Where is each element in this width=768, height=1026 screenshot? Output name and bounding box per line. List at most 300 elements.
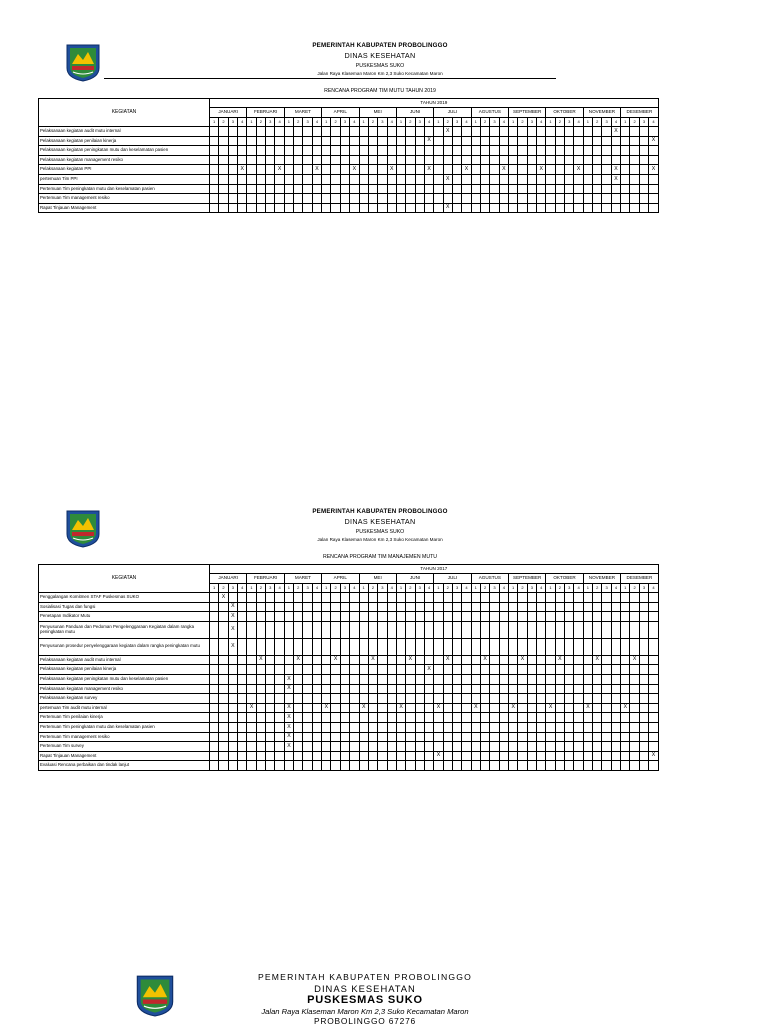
month-header: AGUSTUS <box>471 108 508 118</box>
schedule-cell <box>350 203 359 213</box>
schedule-cell <box>387 593 396 603</box>
schedule-cell <box>378 174 387 184</box>
schedule-cell <box>294 184 303 194</box>
kegiatan-header: KEGIATAN <box>39 99 210 127</box>
gov-name: PEMERINTAH KABUPATEN PROBOLINGGO <box>312 42 448 49</box>
schedule-mark: X <box>443 655 452 665</box>
schedule-cell <box>294 674 303 684</box>
schedule-cell <box>294 194 303 204</box>
schedule-cell <box>583 194 592 204</box>
schedule-cell <box>340 684 349 694</box>
schedule-cell <box>359 742 368 752</box>
schedule-cell <box>499 751 508 761</box>
schedule-cell <box>593 612 602 622</box>
schedule-cell <box>443 694 452 704</box>
schedule-cell <box>247 184 256 194</box>
week-number: 2 <box>630 584 639 593</box>
schedule-cell <box>490 665 499 675</box>
schedule-cell <box>415 694 424 704</box>
schedule-cell <box>434 655 443 665</box>
activity-label: Pelaksanaan kegiatan PPI <box>39 165 210 175</box>
schedule-cell <box>378 751 387 761</box>
schedule-cell <box>378 638 387 655</box>
schedule-cell <box>387 127 396 137</box>
schedule-cell <box>256 684 265 694</box>
activity-label: Pertemuan Tim peningkatan mutu dan keselamatan pasien <box>39 184 210 194</box>
schedule-cell <box>537 684 546 694</box>
schedule-cell <box>443 761 452 771</box>
schedule-cell <box>537 136 546 146</box>
schedule-cell <box>275 136 284 146</box>
schedule-cell <box>219 732 228 742</box>
schedule-cell <box>630 684 639 694</box>
schedule-cell <box>593 665 602 675</box>
schedule-cell <box>331 136 340 146</box>
schedule-cell <box>471 638 480 655</box>
table-row <box>39 194 659 204</box>
schedule-cell <box>275 742 284 752</box>
schedule-cell <box>228 203 237 213</box>
week-number: 3 <box>527 118 536 127</box>
schedule-cell <box>368 674 377 684</box>
week-number: 4 <box>611 118 620 127</box>
schedule-cell <box>312 713 321 723</box>
schedule-cell <box>583 684 592 694</box>
schedule-cell <box>219 602 228 612</box>
schedule-cell <box>266 155 275 165</box>
schedule-cell <box>555 621 564 638</box>
schedule-cell <box>294 174 303 184</box>
schedule-cell <box>350 612 359 622</box>
schedule-cell <box>452 174 461 184</box>
week-number: 4 <box>499 118 508 127</box>
schedule-cell <box>396 203 405 213</box>
schedule-cell <box>471 713 480 723</box>
schedule-cell <box>621 184 630 194</box>
schedule-cell <box>639 127 648 137</box>
schedule-cell <box>238 655 247 665</box>
schedule-cell <box>228 127 237 137</box>
table-row <box>39 703 659 713</box>
schedule-cell <box>630 722 639 732</box>
schedule-cell <box>266 674 275 684</box>
schedule-cell <box>238 136 247 146</box>
schedule-cell <box>518 136 527 146</box>
schedule-cell <box>294 665 303 675</box>
schedule-cell <box>434 621 443 638</box>
schedule-cell <box>303 655 312 665</box>
schedule-cell <box>266 612 275 622</box>
schedule-cell <box>275 194 284 204</box>
schedule-mark: X <box>331 655 340 665</box>
schedule-cell <box>611 732 620 742</box>
schedule-cell <box>396 655 405 665</box>
schedule-mark: X <box>238 165 247 175</box>
schedule-cell <box>275 203 284 213</box>
schedule-cell <box>593 602 602 612</box>
schedule-cell <box>284 638 293 655</box>
schedule-cell <box>621 174 630 184</box>
schedule-cell <box>331 621 340 638</box>
schedule-cell <box>396 742 405 752</box>
schedule-cell <box>480 703 489 713</box>
schedule-cell <box>219 174 228 184</box>
schedule-cell <box>415 674 424 684</box>
schedule-cell <box>518 665 527 675</box>
schedule-cell <box>574 146 583 156</box>
schedule-cell <box>462 136 471 146</box>
schedule-cell <box>210 722 219 732</box>
schedule-cell <box>537 174 546 184</box>
schedule-cell <box>368 165 377 175</box>
schedule-cell <box>499 146 508 156</box>
schedule-cell <box>639 194 648 204</box>
schedule-cell <box>639 655 648 665</box>
schedule-cell <box>574 184 583 194</box>
schedule-cell <box>434 761 443 771</box>
schedule-cell <box>452 722 461 732</box>
schedule-cell <box>340 136 349 146</box>
schedule-cell <box>593 136 602 146</box>
schedule-mark: X <box>284 722 293 732</box>
schedule-cell <box>639 703 648 713</box>
schedule-cell <box>555 674 564 684</box>
schedule-cell <box>303 713 312 723</box>
schedule-cell <box>490 722 499 732</box>
schedule-cell <box>238 146 247 156</box>
schedule-cell <box>247 638 256 655</box>
address: Jalan Raya Klaseman Maron Km 2,3 Suko Kecamatan Maron <box>317 537 443 542</box>
schedule-cell <box>424 612 433 622</box>
schedule-cell <box>649 127 659 137</box>
schedule-cell <box>621 602 630 612</box>
schedule-cell <box>284 146 293 156</box>
table-row <box>39 621 659 638</box>
schedule-cell <box>499 612 508 622</box>
schedule-cell <box>378 155 387 165</box>
schedule-cell <box>378 612 387 622</box>
schedule-cell <box>331 612 340 622</box>
schedule-cell <box>443 184 452 194</box>
schedule-cell <box>565 155 574 165</box>
week-number: 2 <box>294 118 303 127</box>
month-header: FEBRUARI <box>247 574 284 584</box>
schedule-cell <box>480 665 489 675</box>
schedule-cell <box>322 136 331 146</box>
activity-label: Penyusunan Panduan dan Pedoman Pengelenggaraan Kegiatan dalam rangka peningkatan mutu <box>39 621 210 638</box>
schedule-cell <box>340 165 349 175</box>
week-number: 1 <box>434 584 443 593</box>
month-header: MEI <box>359 574 396 584</box>
schedule-cell <box>228 165 237 175</box>
activity-label: Rapat Tinjauan Management <box>39 203 210 213</box>
schedule-cell <box>415 194 424 204</box>
schedule-cell <box>256 165 265 175</box>
schedule-cell <box>219 136 228 146</box>
schedule-cell <box>256 751 265 761</box>
schedule-cell <box>490 127 499 137</box>
schedule-cell <box>322 184 331 194</box>
schedule-cell <box>312 136 321 146</box>
activity-label: Penggalangan Komitmen STAF Puskesmas SUKO <box>39 593 210 603</box>
schedule-cell <box>593 127 602 137</box>
schedule-cell <box>639 621 648 638</box>
schedule-cell <box>462 638 471 655</box>
sheet-letterhead-partial <box>0 960 768 1024</box>
schedule-cell <box>284 621 293 638</box>
schedule-cell <box>630 602 639 612</box>
schedule-cell <box>378 194 387 204</box>
month-header: APRIL <box>322 108 359 118</box>
year-header-row <box>39 99 659 108</box>
schedule-cell <box>583 174 592 184</box>
schedule-cell <box>387 684 396 694</box>
schedule-cell <box>490 621 499 638</box>
schedule-mark: X <box>593 655 602 665</box>
schedule-cell <box>415 742 424 752</box>
schedule-cell <box>574 136 583 146</box>
schedule-cell <box>574 655 583 665</box>
schedule-cell <box>406 165 415 175</box>
schedule-cell <box>303 742 312 752</box>
schedule-cell <box>621 136 630 146</box>
schedule-cell <box>210 751 219 761</box>
schedule-cell <box>565 638 574 655</box>
schedule-cell <box>499 674 508 684</box>
schedule-cell <box>219 722 228 732</box>
schedule-cell <box>424 761 433 771</box>
schedule-cell <box>602 184 611 194</box>
schedule-cell <box>247 194 256 204</box>
schedule-cell <box>593 684 602 694</box>
program-title: RENCANA PROGRAM TIM MUTU TAHUN 2019 <box>324 88 436 94</box>
schedule-cell <box>303 136 312 146</box>
schedule-cell <box>312 761 321 771</box>
schedule-cell <box>649 674 659 684</box>
schedule-cell <box>462 127 471 137</box>
schedule-cell <box>406 638 415 655</box>
schedule-cell <box>256 602 265 612</box>
schedule-cell <box>312 146 321 156</box>
schedule-cell <box>630 674 639 684</box>
schedule-cell <box>219 155 228 165</box>
unit-name: PUSKESMAS SUKO <box>307 994 423 1006</box>
schedule-cell <box>537 674 546 684</box>
schedule-cell <box>387 174 396 184</box>
schedule-cell <box>518 165 527 175</box>
schedule-cell <box>574 684 583 694</box>
schedule-cell <box>593 751 602 761</box>
schedule-cell <box>518 694 527 704</box>
schedule-cell <box>294 155 303 165</box>
schedule-cell <box>219 146 228 156</box>
schedule-cell <box>387 612 396 622</box>
schedule-cell <box>424 203 433 213</box>
schedule-cell <box>499 684 508 694</box>
schedule-cell <box>462 203 471 213</box>
schedule-cell <box>359 751 368 761</box>
schedule-cell <box>621 127 630 137</box>
address: Jalan Raya Klaseman Maron Km 2,3 Suko Kecamatan Maron <box>317 71 443 76</box>
schedule-cell <box>294 761 303 771</box>
schedule-cell <box>452 184 461 194</box>
schedule-cell <box>284 655 293 665</box>
schedule-cell <box>312 722 321 732</box>
schedule-cell <box>611 136 620 146</box>
week-number: 3 <box>340 584 349 593</box>
week-number: 4 <box>462 118 471 127</box>
schedule-cell <box>434 674 443 684</box>
schedule-cell <box>284 665 293 675</box>
schedule-cell <box>555 722 564 732</box>
schedule-cell <box>480 732 489 742</box>
schedule-cell <box>639 713 648 723</box>
schedule-cell <box>611 621 620 638</box>
schedule-cell <box>555 713 564 723</box>
schedule-cell <box>210 146 219 156</box>
schedule-cell <box>415 722 424 732</box>
schedule-cell <box>490 165 499 175</box>
schedule-cell <box>247 165 256 175</box>
schedule-cell <box>303 184 312 194</box>
schedule-cell <box>266 165 275 175</box>
schedule-cell <box>219 703 228 713</box>
gov-name: PEMERINTAH KABUPATEN PROBOLINGGO <box>257 972 473 982</box>
schedule-cell <box>565 184 574 194</box>
schedule-mark: X <box>621 703 630 713</box>
schedule-cell <box>415 174 424 184</box>
schedule-cell <box>238 155 247 165</box>
schedule-cell <box>415 751 424 761</box>
activity-label: pertemuan Tim audit mutu internal <box>39 703 210 713</box>
schedule-cell <box>574 742 583 752</box>
schedule-cell <box>331 674 340 684</box>
schedule-cell <box>238 684 247 694</box>
schedule-cell <box>593 146 602 156</box>
schedule-cell <box>593 203 602 213</box>
week-number: 2 <box>593 118 602 127</box>
schedule-cell <box>452 713 461 723</box>
schedule-cell <box>499 155 508 165</box>
schedule-cell <box>331 593 340 603</box>
schedule-cell <box>471 184 480 194</box>
schedule-cell <box>350 742 359 752</box>
month-header: JANUARI <box>210 574 247 584</box>
schedule-cell <box>527 602 536 612</box>
schedule-cell <box>294 694 303 704</box>
schedule-cell <box>331 184 340 194</box>
schedule-cell <box>340 184 349 194</box>
schedule-cell <box>312 703 321 713</box>
schedule-cell <box>256 203 265 213</box>
schedule-cell <box>555 638 564 655</box>
schedule-cell <box>322 194 331 204</box>
week-number: 1 <box>359 584 368 593</box>
kegiatan-header: KEGIATAN <box>39 565 210 593</box>
schedule-cell <box>546 674 555 684</box>
schedule-mark: X <box>228 612 237 622</box>
schedule-cell <box>527 703 536 713</box>
schedule-cell <box>350 751 359 761</box>
schedule-cell <box>602 703 611 713</box>
schedule-cell <box>649 684 659 694</box>
schedule-cell <box>266 761 275 771</box>
table-row <box>39 742 659 752</box>
schedule-cell <box>462 761 471 771</box>
schedule-cell <box>340 751 349 761</box>
schedule-cell <box>303 722 312 732</box>
schedule-mark: X <box>284 674 293 684</box>
schedule-cell <box>443 713 452 723</box>
week-number: 3 <box>490 118 499 127</box>
schedule-cell <box>509 674 518 684</box>
year-header: TAHUN 2017 <box>210 565 659 574</box>
schedule-cell <box>228 761 237 771</box>
schedule-cell <box>452 127 461 137</box>
schedule-cell <box>415 127 424 137</box>
schedule-cell <box>630 136 639 146</box>
schedule-cell <box>621 165 630 175</box>
schedule-cell <box>574 713 583 723</box>
schedule-cell <box>593 694 602 704</box>
schedule-cell <box>546 665 555 675</box>
schedule-cell <box>247 665 256 675</box>
month-header: NOVEMBER <box>583 574 620 584</box>
schedule-cell <box>350 174 359 184</box>
schedule-cell <box>480 155 489 165</box>
schedule-cell <box>219 165 228 175</box>
schedule-cell <box>509 146 518 156</box>
schedule-cell <box>574 665 583 675</box>
activity-label: Pertemuan Tim management resiko <box>39 732 210 742</box>
letterhead <box>150 42 610 76</box>
schedule-cell <box>509 602 518 612</box>
schedule-cell <box>415 136 424 146</box>
schedule-cell <box>219 621 228 638</box>
schedule-cell <box>396 665 405 675</box>
schedule-cell <box>415 155 424 165</box>
schedule-cell <box>378 742 387 752</box>
table-row <box>39 593 659 603</box>
schedule-cell <box>471 761 480 771</box>
schedule-cell <box>387 751 396 761</box>
schedule-cell <box>331 638 340 655</box>
week-number: 2 <box>443 584 452 593</box>
schedule-cell <box>462 713 471 723</box>
week-number: 2 <box>555 584 564 593</box>
schedule-cell <box>602 713 611 723</box>
table-row <box>39 165 659 175</box>
schedule-cell <box>331 703 340 713</box>
schedule-cell <box>583 165 592 175</box>
schedule-cell <box>639 136 648 146</box>
schedule-cell <box>406 665 415 675</box>
schedule-cell <box>565 174 574 184</box>
schedule-cell <box>303 203 312 213</box>
schedule-cell <box>396 761 405 771</box>
schedule-cell <box>331 694 340 704</box>
schedule-cell <box>490 703 499 713</box>
schedule-mark: X <box>284 703 293 713</box>
schedule-cell <box>322 127 331 137</box>
activity-label: Rapat Tinjauan Management <box>39 751 210 761</box>
schedule-cell <box>621 593 630 603</box>
schedule-cell <box>368 703 377 713</box>
activity-label: Penyusunan prosedur penyelenggaraan kegiatan dalam rangka peningkatan mutu <box>39 638 210 655</box>
schedule-cell <box>275 694 284 704</box>
schedule-cell <box>228 655 237 665</box>
week-number: 2 <box>331 584 340 593</box>
